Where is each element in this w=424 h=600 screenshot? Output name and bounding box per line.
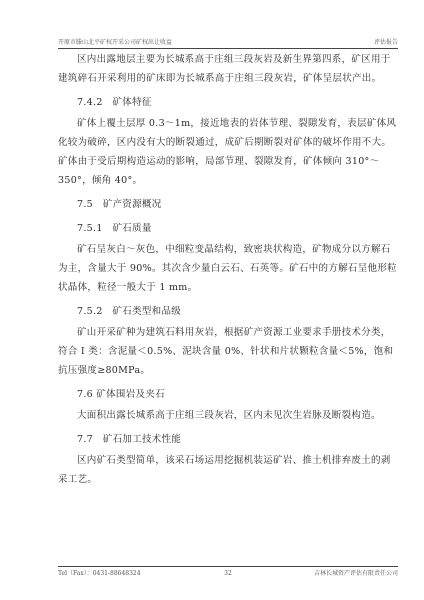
footer-company: 吉林长城资产评估有限责任公司 bbox=[313, 570, 398, 577]
heading-7-4-2: 7.4.2 矿体特征 bbox=[77, 97, 152, 108]
paragraph-strata: 区内出露地层主要为长城系高于庄组三段灰岩及新生界第四系，矿区用于建筑碎石开采利用的矿床即为长城系高于庄组三段灰岩，矿体呈层状产出。 bbox=[58, 54, 391, 84]
heading-7-5: 7.5 矿产资源概况 bbox=[77, 199, 162, 210]
paragraph-processing: 区内矿石类型简单，该采石场运用挖掘机装运矿岩、推土机排弃废土的剥采工艺。 bbox=[58, 455, 391, 485]
footer-contact: Tel（Fax）：0431-88648324 bbox=[58, 570, 141, 577]
header-right-text: 评估报告 bbox=[373, 39, 398, 46]
document-body bbox=[58, 50, 398, 489]
page-header bbox=[58, 38, 398, 48]
paragraph-wall-rock: 大面积出露长城系高于庄组三段灰岩，区内未见次生岩脉及断裂构造。 bbox=[77, 410, 381, 421]
heading-7-6: 7.6 矿体围岩及夹石 bbox=[77, 389, 165, 400]
paragraph-ore-quality: 矿石呈灰白～灰色，中细粒变晶结构，致密块状构造，矿物成分以方解石为主，含量大于 90%。其次含少量白云石、石英等。矿石中的方解石呈他形粒状晶体，粒径一般大于 1 mm。 bbox=[58, 244, 397, 293]
footer-rule bbox=[58, 566, 398, 567]
header-left-text: 开原市滕山北平矿权开采公司矿权出让收益 bbox=[58, 39, 173, 46]
heading-7-5-2: 7.5.2 矿石类型和品级 bbox=[77, 306, 182, 317]
header-rule bbox=[58, 48, 398, 49]
heading-7-7: 7.7 矿石加工技术性能 bbox=[77, 434, 182, 445]
paragraph-orebody-features: 矿体上覆土层厚 0.3～1m，接近地表的岩体节理、裂隙发育，表层矿体风化较为破碎，区内没有大的断裂通过，成矿后期断裂对矿体的破坏作用不大。矿体由于受后期构造运动的影响，局部节理、裂隙发育，矿体倾向 310°～350°，倾角 40°。 bbox=[58, 118, 397, 186]
page-footer bbox=[58, 569, 398, 579]
page-number: 32 bbox=[224, 570, 232, 577]
paragraph-ore-type: 矿山开采矿种为建筑石料用灰岩，根据矿产资源工业要求手册技术分类，符合 I 类：含泥量＜0.5%、泥块含量 0%、针状和片状颗粒含量＜5%，饱和抗压强度≥80MPa。 bbox=[58, 327, 394, 376]
heading-7-5-1: 7.5.1 矿石质量 bbox=[77, 223, 152, 234]
